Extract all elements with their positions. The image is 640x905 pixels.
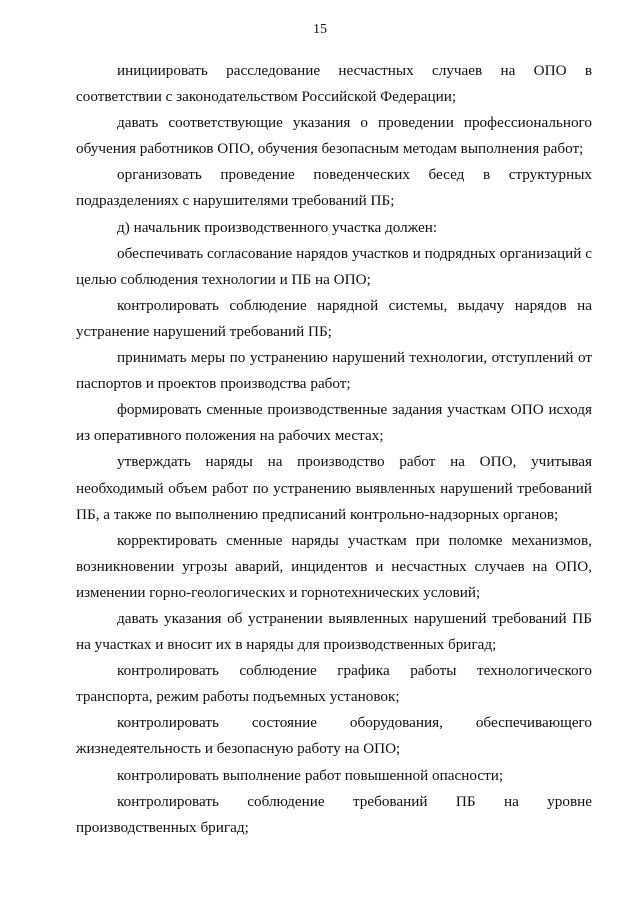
paragraph: организовать проведение поведенческих бесед в структурных подразделениях с нарушителями требований ПБ; [76,166,592,210]
paragraph: утверждать наряды на производство работ на ОПО, учитывая необходимый объем работ по устранению выявленных нарушений требований ПБ, а также по выполнению предписаний контрольно-надзорных органов; [76,453,592,523]
document-body [76,58,592,841]
paragraph: принимать меры по устранению нарушений технологии, отступлений от паспортов и проектов производства работ; [76,349,592,393]
paragraph: инициировать расследование несчастных случаев на ОПО в соответствии с законодательством Российской Федерации; [76,62,592,106]
section-heading-d: д) начальник производственного участка должен: [117,218,438,236]
paragraph: давать указания об устранении выявленных нарушений требований ПБ на участках и вносит их в наряды для производственных бригад; [76,609,592,654]
paragraph: контролировать соблюдение графика работы технологического транспорта, режим работы подъемных установок; [76,662,592,706]
paragraph: контролировать соблюдение требований ПБ на уровне производственных бригад; [76,792,592,836]
paragraph: формировать сменные производственные задания участкам ОПО исходя из оперативного положения на рабочих местах; [76,401,592,445]
paragraph: давать соответствующие указания о проведении профессионального обучения работников ОПО, обучения безопасным методам выполнения работ; [76,114,592,158]
paragraph: корректировать сменные наряды участкам при поломке механизмов, возникновении угрозы аварий, инцидентов и несчастных случаев на ОПО, изменении горно-геологических и горнотехнических условий; [76,531,592,601]
page-number: 15 [313,22,327,37]
paragraph: контролировать выполнение работ повышенной опасности; [117,766,504,784]
paragraph: контролировать состояние оборудования, обеспечивающего жизнедеятельность и безопасную работу на ОПО; [76,714,592,758]
paragraph: контролировать соблюдение нарядной системы, выдачу нарядов на устранение нарушений требований ПБ; [76,296,592,340]
paragraph: обеспечивать согласование нарядов участков и подрядных организаций с целью соблюдения технологии и ПБ на ОПО; [76,244,592,288]
